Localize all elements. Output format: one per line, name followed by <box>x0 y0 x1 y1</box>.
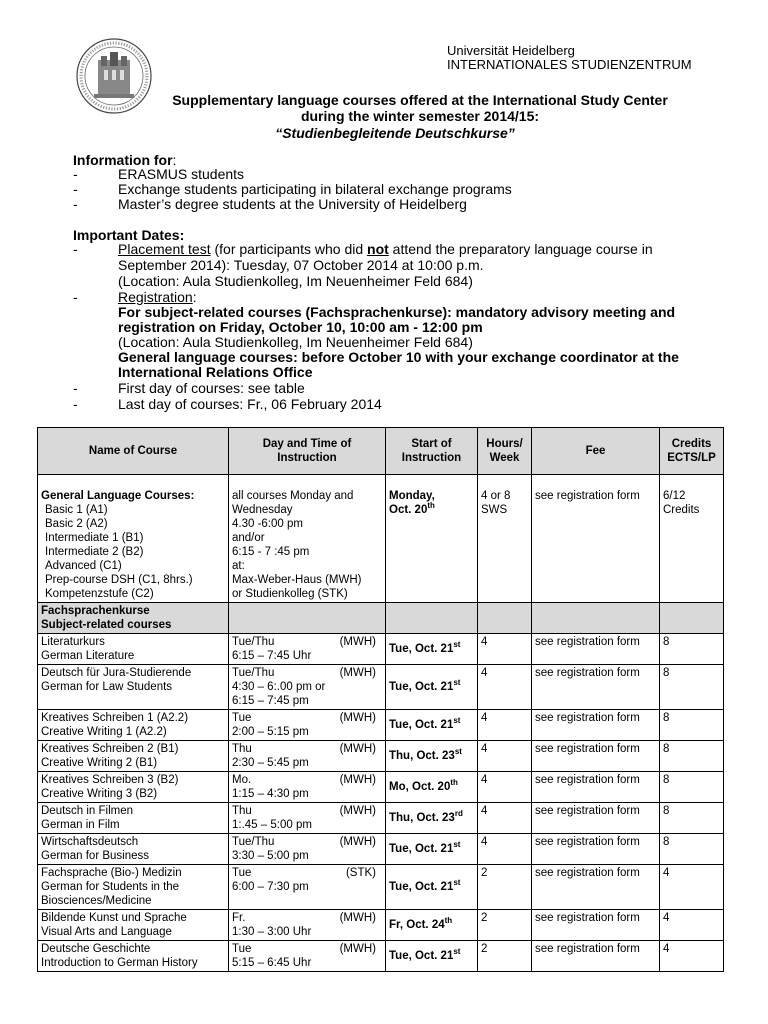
course-credits: 4 <box>660 910 724 941</box>
general-credits <box>660 475 724 603</box>
course-time: 1:.45 – 5:00 pm <box>232 819 312 831</box>
course-location: (MWH) <box>339 836 376 848</box>
placement-not: not <box>367 241 389 257</box>
course-fee: see registration form <box>532 834 660 865</box>
col-header-day-time: Day and Time of Instruction <box>229 428 386 475</box>
general-start <box>386 475 478 603</box>
title-line-2: during the winter semester 2014/15: <box>300 108 540 124</box>
course-credits: 8 <box>660 634 724 665</box>
course-hours: 4 <box>478 803 532 834</box>
course-start <box>386 634 478 665</box>
course-day: Mo. <box>232 774 252 786</box>
course-hours: 4 <box>478 665 532 710</box>
course-row <box>38 772 724 803</box>
course-start-sup: st <box>453 716 461 726</box>
info-heading-text: Information for <box>73 152 173 168</box>
course-fee: see registration form <box>532 865 660 910</box>
course-start-date: Tue, Oct. 21 <box>389 950 454 962</box>
course-day-time <box>229 634 386 665</box>
course-start-date: Tue, Oct. 21 <box>389 719 454 731</box>
course-row <box>38 634 724 665</box>
course-row <box>38 710 724 741</box>
general-courses-row <box>38 475 724 603</box>
info-item-text: Exchange students participating in bilateral exchange programs <box>118 181 512 197</box>
course-start-sup: st <box>453 878 461 888</box>
course-fee: see registration form <box>532 772 660 803</box>
course-location: (MWH) <box>339 774 376 786</box>
course-location: (MWH) <box>339 667 376 679</box>
general-level: Intermediate 1 (B1) <box>45 532 144 544</box>
course-start <box>386 803 478 834</box>
course-location: (MWH) <box>339 943 376 955</box>
course-day-line <box>232 711 382 725</box>
course-name <box>38 941 229 972</box>
course-start-sup: st <box>453 947 461 957</box>
course-day-time <box>229 665 386 710</box>
course-time: 3:30 – 5:00 pm <box>232 850 309 862</box>
course-day-line <box>232 804 382 818</box>
university-name: Universität Heidelberg <box>447 43 575 58</box>
general-credits-2: Credits <box>663 504 700 516</box>
course-name-de: Bildende Kunst und Sprache <box>41 912 187 924</box>
course-time: 2:00 – 5:15 pm <box>232 726 309 738</box>
course-day: Tue <box>232 867 252 879</box>
general-level: Kompetenzstufe (C2) <box>45 588 154 600</box>
info-heading-colon: : <box>172 152 177 168</box>
course-fee: see registration form <box>532 741 660 772</box>
course-start-date: Tue, Oct. 21 <box>389 881 454 893</box>
last-day-text: Last day of courses: Fr., 06 February 2014 <box>118 396 382 412</box>
course-start-sup: st <box>454 747 462 757</box>
course-start-date: Mo, Oct. 20 <box>389 781 451 793</box>
course-start-sup: st <box>453 840 461 850</box>
placement-line-2: September 2014): Tuesday, 07 October 2014 at 10:00 p.m. <box>118 257 484 273</box>
course-start <box>386 665 478 710</box>
general-time-line: and/or <box>232 532 265 544</box>
course-credits: 8 <box>660 803 724 834</box>
course-day: Tue <box>232 712 252 724</box>
course-row <box>38 741 724 772</box>
general-time <box>229 475 386 603</box>
course-name-de: Deutsche Geschichte <box>41 943 151 955</box>
course-location: (MWH) <box>339 912 376 924</box>
course-name <box>38 710 229 741</box>
course-name-en: German for Law Students <box>41 681 173 693</box>
general-time-line: Max-Weber-Haus (MWH) <box>232 574 362 586</box>
course-name-en: Visual Arts and Language <box>41 926 172 938</box>
course-start-date: Thu, Oct. 23 <box>389 750 455 762</box>
course-name <box>38 665 229 710</box>
subject-header-line-2: Subject-related courses <box>41 619 172 631</box>
course-hours: 4 <box>478 710 532 741</box>
course-credits: 4 <box>660 865 724 910</box>
course-day-time <box>229 803 386 834</box>
course-name-en: German in Film <box>41 819 120 831</box>
general-start-day: Monday, <box>389 490 435 502</box>
course-name <box>38 910 229 941</box>
course-day: Tue <box>232 943 252 955</box>
course-start <box>386 910 478 941</box>
general-start-date: Oct. 20 <box>389 504 428 516</box>
course-fee: see registration form <box>532 803 660 834</box>
course-hours: 4 <box>478 634 532 665</box>
general-fee: see registration form <box>532 475 660 603</box>
general-level: Basic 1 (A1) <box>45 504 108 516</box>
course-name-de: Deutsch in Filmen <box>41 805 134 817</box>
course-start-date: Tue, Oct. 21 <box>389 643 454 655</box>
course-day: Tue/Thu <box>232 836 275 848</box>
course-name-de: Fachsprache (Bio-) Medizin <box>41 867 182 879</box>
info-item-text: ERASMUS students <box>118 166 245 182</box>
table-header-row <box>38 428 724 475</box>
course-name-en: Creative Writing 2 (B1) <box>41 757 158 769</box>
course-name-de: Kreatives Schreiben 1 (A2.2) <box>41 712 189 724</box>
placement-text-a: (for participants who did <box>210 241 368 257</box>
document-subtitle: “Studienbegleitende Deutschkurse” <box>275 125 515 141</box>
course-start-date: Tue, Oct. 21 <box>389 843 454 855</box>
course-location: (MWH) <box>339 712 376 724</box>
course-name-de: Kreatives Schreiben 2 (B1) <box>41 743 179 755</box>
course-name-de: Wirtschaftsdeutsch <box>41 836 139 848</box>
course-start-sup: th <box>450 778 458 788</box>
general-time-line: all courses Monday and <box>232 490 354 502</box>
course-location: (MWH) <box>339 805 376 817</box>
general-level: Advanced (C1) <box>45 560 122 572</box>
course-name-extra: Biosciences/Medicine <box>41 895 152 907</box>
course-start-date: Tue, Oct. 21 <box>389 681 454 693</box>
course-row <box>38 803 724 834</box>
course-day-time <box>229 741 386 772</box>
course-name-en: Creative Writing 3 (B2) <box>41 788 158 800</box>
registration-line-1: For subject-related courses (Fachsprachenkurse): mandatory advisory meeting and <box>118 304 676 320</box>
course-name <box>38 834 229 865</box>
course-table <box>37 427 724 972</box>
general-hours <box>478 475 532 603</box>
course-day-line <box>232 866 382 880</box>
dates-heading: Important Dates: <box>73 227 185 243</box>
general-start-sup: th <box>427 501 435 511</box>
course-day-line <box>232 942 382 956</box>
course-day: Tue/Thu <box>232 667 275 679</box>
general-time-line: 6:15 - 7 :45 pm <box>232 546 310 558</box>
placement-text-b: attend the preparatory language course in <box>388 241 653 257</box>
course-hours: 2 <box>478 910 532 941</box>
general-time-line: or Studienkolleg (STK) <box>232 588 348 600</box>
course-row <box>38 910 724 941</box>
course-day-time <box>229 834 386 865</box>
title-line-1: Supplementary language courses offered at the International Study Center <box>172 92 668 108</box>
general-hours-2: SWS <box>481 504 508 516</box>
course-day-time <box>229 941 386 972</box>
course-start-sup: st <box>453 678 461 688</box>
course-location: (STK) <box>345 867 376 879</box>
course-time: 1:15 – 4:30 pm <box>232 788 309 800</box>
general-time-line: 4.30 -6:00 pm <box>232 518 303 530</box>
course-name-en: Creative Writing 1 (A2.2) <box>41 726 167 738</box>
general-level: Intermediate 2 (B2) <box>45 546 144 558</box>
course-time: 4:30 – 6:.00 pm or <box>232 681 326 693</box>
course-name <box>38 772 229 803</box>
registration-colon: : <box>192 289 197 305</box>
registration-label: Registration <box>118 289 193 305</box>
course-start <box>386 941 478 972</box>
course-time: 6:15 – 7:45 Uhr <box>232 650 312 662</box>
course-name-en: German for Business <box>41 850 150 862</box>
course-fee: see registration form <box>532 941 660 972</box>
course-start-date: Fr, Oct. 24 <box>389 919 445 931</box>
info-item-text: Master’s degree students at the University of Heidelberg <box>118 196 467 212</box>
placement-test-label: Placement test <box>118 241 211 257</box>
general-courses-title: General Language Courses: <box>41 490 195 502</box>
col-header-fee: Fee <box>532 428 660 475</box>
university-heading <box>447 44 692 72</box>
course-credits: 4 <box>660 941 724 972</box>
course-name <box>38 865 229 910</box>
course-start <box>386 741 478 772</box>
course-credits: 8 <box>660 710 724 741</box>
general-time-line: Wednesday <box>232 504 293 516</box>
course-hours: 2 <box>478 865 532 910</box>
course-name <box>38 803 229 834</box>
course-day: Tue/Thu <box>232 636 275 648</box>
general-level: Prep-course DSH (C1, 8hrs.) <box>45 574 193 586</box>
registration-line-3: (Location: Aula Studienkolleg, Im Neuenheimer Feld 684) <box>118 334 473 350</box>
registration-line-4: General language courses: before October 10 with your exchange coordinator at the <box>118 349 679 365</box>
course-day: Thu <box>232 743 252 755</box>
general-level: Basic 2 (A2) <box>45 518 108 530</box>
course-day-time <box>229 865 386 910</box>
course-row <box>38 665 724 710</box>
course-day: Fr. <box>232 912 246 924</box>
course-time: 5:15 – 6:45 Uhr <box>232 957 312 969</box>
course-credits: 8 <box>660 772 724 803</box>
course-day-line <box>232 835 382 849</box>
document-title <box>60 92 768 124</box>
general-course-names <box>38 475 229 603</box>
course-start <box>386 865 478 910</box>
course-day-line <box>232 911 382 925</box>
subject-courses-title <box>38 603 229 634</box>
first-day-text: First day of courses: see table <box>118 380 305 396</box>
course-day: Thu <box>232 805 252 817</box>
course-day-time <box>229 910 386 941</box>
course-time: 6:00 – 7:30 pm <box>232 881 309 893</box>
general-credits-1: 6/12 <box>663 490 686 502</box>
course-day-line <box>232 773 382 787</box>
course-hours: 2 <box>478 941 532 972</box>
course-name-en: Introduction to German History <box>41 957 198 969</box>
col-header-credits: Credits ECTS/LP <box>660 428 724 475</box>
course-row <box>38 834 724 865</box>
course-name-de: Kreatives Schreiben 3 (B2) <box>41 774 179 786</box>
course-fee: see registration form <box>532 634 660 665</box>
course-day-line <box>232 635 382 649</box>
course-hours: 4 <box>478 741 532 772</box>
center-name: INTERNATIONALES STUDIENZENTRUM <box>447 57 692 72</box>
course-hours: 4 <box>478 834 532 865</box>
course-fee: see registration form <box>532 665 660 710</box>
col-header-course: Name of Course <box>38 428 229 475</box>
course-name <box>38 634 229 665</box>
course-name-de: Literaturkurs <box>41 636 105 648</box>
course-fee: see registration form <box>532 910 660 941</box>
course-day-line <box>232 666 382 680</box>
general-time-line: at: <box>232 560 245 572</box>
course-fee: see registration form <box>532 710 660 741</box>
col-header-hours: Hours/ Week <box>478 428 532 475</box>
course-start-date: Thu, Oct. 23 <box>389 812 455 824</box>
course-day-line <box>232 742 382 756</box>
course-credits: 8 <box>660 665 724 710</box>
course-time: 1:30 – 3:00 Uhr <box>232 926 312 938</box>
course-location: (MWH) <box>339 743 376 755</box>
course-day-time <box>229 710 386 741</box>
course-start <box>386 772 478 803</box>
course-row <box>38 865 724 910</box>
course-row <box>38 941 724 972</box>
general-hours-1: 4 or 8 <box>481 490 511 502</box>
course-name-en: German Literature <box>41 650 135 662</box>
placement-line-3: (Location: Aula Studienkolleg, Im Neuenheimer Feld 684) <box>118 273 473 289</box>
subject-header-line-1: Fachsprachenkurse <box>41 605 150 617</box>
course-location: (MWH) <box>339 636 376 648</box>
course-day-time <box>229 772 386 803</box>
course-credits: 8 <box>660 741 724 772</box>
course-name <box>38 741 229 772</box>
course-start-sup: st <box>453 640 461 650</box>
subject-courses-header-row <box>38 603 724 634</box>
course-time-2: 6:15 – 7:45 pm <box>232 695 309 707</box>
course-start-sup: th <box>444 916 453 926</box>
course-name-de: Deutsch für Jura-Studierende <box>41 667 192 679</box>
course-credits: 8 <box>660 834 724 865</box>
registration-line-5: International Relations Office <box>118 364 313 380</box>
course-start <box>386 710 478 741</box>
course-time: 2:30 – 5:45 pm <box>232 757 309 769</box>
course-start-sup: rd <box>454 809 463 819</box>
col-header-start: Start of Instruction <box>386 428 478 475</box>
course-hours: 4 <box>478 772 532 803</box>
course-start <box>386 834 478 865</box>
registration-line-2: registration on Friday, October 10, 10:00 am - 12:00 pm <box>118 319 483 335</box>
course-name-en: German for Students in the <box>41 881 180 893</box>
